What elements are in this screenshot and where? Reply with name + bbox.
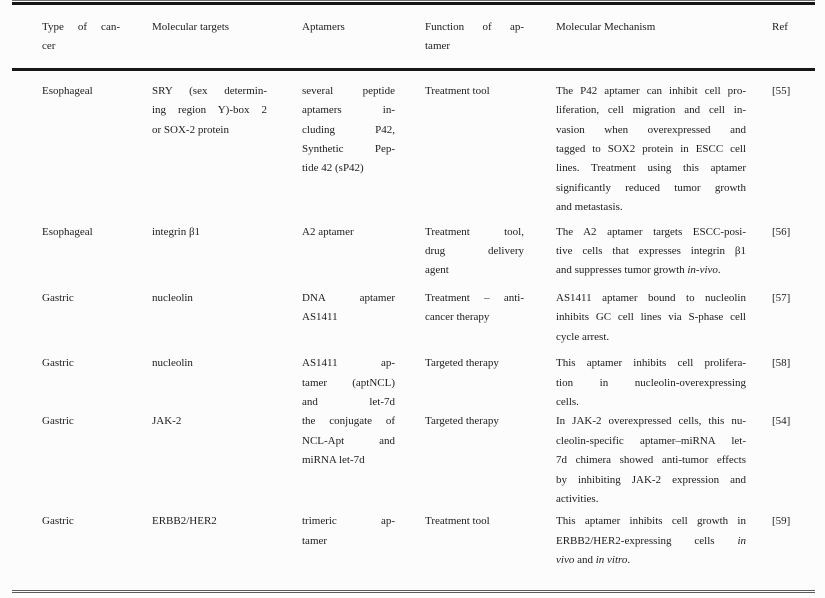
cell-function <box>425 412 556 512</box>
text-line: AS1411 <box>302 311 338 324</box>
text-line: [55] <box>772 84 791 97</box>
table-row <box>12 412 815 512</box>
cell-function <box>425 512 556 589</box>
bottom-border-lower-line <box>12 592 815 593</box>
table-row <box>12 354 815 412</box>
cell-mechanism <box>556 69 772 222</box>
text-line: ERBB2/HER2-expressing cells in <box>556 534 746 547</box>
text-line: several peptide <box>302 84 395 97</box>
text-line: Esophageal <box>42 225 93 238</box>
text-line: Aptamers <box>302 21 345 33</box>
text-line: AS1411 aptamer bound to nucleolin <box>556 291 746 304</box>
cell-cancer_type <box>12 412 152 512</box>
text-line: [58] <box>772 357 791 370</box>
text-line: Function of ap- <box>425 21 524 33</box>
cell-function <box>425 223 556 289</box>
cell-ref <box>772 512 815 589</box>
aptamer-table-container <box>12 0 815 593</box>
text-line: and suppresses tumor growth in-vivo. <box>556 264 721 277</box>
cell-molecular_targets <box>152 289 302 354</box>
text-line: Treatment tool <box>425 515 490 528</box>
table-row <box>12 289 815 354</box>
text-line: activities. <box>556 492 599 505</box>
text-line: and metastasis. <box>556 201 623 214</box>
text-line: aptamers in- <box>302 104 395 117</box>
header-row <box>12 5 815 69</box>
text-line: Targeted therapy <box>425 415 499 428</box>
text-line: or SOX-2 protein <box>152 123 229 136</box>
text-line: miRNA let-7d <box>302 454 365 467</box>
aptamer-cancer-table <box>12 5 815 590</box>
col-header-mechanism <box>556 5 772 69</box>
text-line: nucleolin <box>152 291 193 304</box>
text-line: Ref <box>772 21 788 33</box>
cell-molecular_targets <box>152 223 302 289</box>
col-header-cancer_type <box>12 5 152 69</box>
text-line: NCL-Apt and <box>302 434 395 447</box>
cell-ref <box>772 223 815 289</box>
text-line: cycle arrest. <box>556 330 610 343</box>
cell-ref <box>772 412 815 512</box>
text-line: trimeric ap- <box>302 515 395 528</box>
text-line: Treatment tool <box>425 84 490 97</box>
cell-aptamers <box>302 512 425 589</box>
text-line: cells. <box>556 395 579 408</box>
table-body <box>12 69 815 589</box>
text-line: Gastric <box>42 291 74 304</box>
text-line: The P42 aptamer can inhibit cell pro- <box>556 84 746 97</box>
table-bottom-border <box>12 590 815 593</box>
text-line: cer <box>42 40 56 53</box>
text-line: tamer <box>425 40 451 53</box>
text-line: Treatment – anti- <box>425 291 524 304</box>
text-line: and let-7d <box>302 395 395 408</box>
text-line: Gastric <box>42 357 74 370</box>
text-line: In JAK-2 overexpressed cells, this nu- <box>556 415 746 428</box>
text-line: A2 aptamer <box>302 225 354 238</box>
text-line: [57] <box>772 291 791 304</box>
cell-cancer_type <box>12 289 152 354</box>
text-line: [54] <box>772 415 791 428</box>
text-line: significantly reduced tumor growth <box>556 181 746 194</box>
text-line: nucleolin <box>152 357 193 370</box>
text-line: JAK-2 <box>152 415 182 428</box>
cell-cancer_type <box>12 223 152 289</box>
text-line: [56] <box>772 225 791 238</box>
table-row <box>12 69 815 222</box>
text-line: inhibits GC cell lines via S-phase cell <box>556 311 746 324</box>
text-line: vivo and in vitro. <box>556 554 631 567</box>
text-line: Gastric <box>42 515 74 528</box>
text-line: cluding P42, <box>302 123 395 136</box>
text-line: integrin β1 <box>152 225 201 238</box>
text-line: tagged to SOX2 protein in ESCC cell <box>556 143 746 156</box>
cell-cancer_type <box>12 354 152 412</box>
cell-function <box>425 289 556 354</box>
text-line: tamer <box>302 534 328 547</box>
cell-mechanism <box>556 512 772 589</box>
cell-molecular_targets <box>152 412 302 512</box>
text-line: lines. Treatment using this aptamer <box>556 162 746 175</box>
cell-ref <box>772 354 815 412</box>
cell-mechanism <box>556 289 772 354</box>
text-line: This aptamer inhibits cell growth in <box>556 515 746 528</box>
cell-aptamers <box>302 223 425 289</box>
text-line: ing region Y)-box 2 <box>152 104 267 117</box>
cell-mechanism <box>556 412 772 512</box>
cell-cancer_type <box>12 512 152 589</box>
text-line: tide 42 (sP42) <box>302 162 364 175</box>
cell-function <box>425 69 556 222</box>
col-header-ref <box>772 5 815 69</box>
text-line: This aptamer inhibits cell prolifera- <box>556 357 746 370</box>
text-line: Type of can- <box>42 21 120 33</box>
col-header-function <box>425 5 556 69</box>
text-line: Molecular Mechanism <box>556 21 656 33</box>
text-line: the conjugate of <box>302 415 395 428</box>
col-header-aptamers <box>302 5 425 69</box>
text-line: cancer therapy <box>425 311 490 324</box>
text-line: liferation, cell migration and cell in- <box>556 104 746 117</box>
text-line: Molecular targets <box>152 21 230 33</box>
cell-molecular_targets <box>152 354 302 412</box>
text-line: Esophageal <box>42 84 93 97</box>
text-line: [59] <box>772 515 791 528</box>
table-row <box>12 223 815 289</box>
text-line: ERBB2/HER2 <box>152 515 217 528</box>
table-header <box>12 5 815 69</box>
text-line: 7d chimera showed anti-tumor effects <box>556 454 746 467</box>
cell-cancer_type <box>12 69 152 222</box>
text-line: Synthetic Pep- <box>302 143 395 156</box>
cell-ref <box>772 69 815 222</box>
text-line: tive cells that expresses integrin β1 <box>556 245 746 258</box>
cell-ref <box>772 289 815 354</box>
text-line: DNA aptamer <box>302 291 395 304</box>
text-line: Gastric <box>42 415 74 428</box>
cell-molecular_targets <box>152 512 302 589</box>
table-row <box>12 512 815 589</box>
text-line: AS1411 ap- <box>302 357 395 370</box>
cell-mechanism <box>556 223 772 289</box>
cell-aptamers <box>302 289 425 354</box>
text-line: tion in nucleolin-overexpressing <box>556 376 746 389</box>
text-line: by inhibiting JAK-2 expression and <box>556 473 746 486</box>
cell-aptamers <box>302 412 425 512</box>
text-line: vasion when overexpressed and <box>556 123 746 136</box>
cell-molecular_targets <box>152 69 302 222</box>
text-line: agent <box>425 264 449 277</box>
text-line: SRY (sex determin- <box>152 84 267 97</box>
text-line: drug delivery <box>425 245 524 258</box>
cell-aptamers <box>302 354 425 412</box>
cell-aptamers <box>302 69 425 222</box>
cell-function <box>425 354 556 412</box>
col-header-molecular_targets <box>152 5 302 69</box>
text-line: tamer (aptNCL) <box>302 376 395 389</box>
text-line: Targeted therapy <box>425 357 499 370</box>
text-line: cleolin-specific aptamer–miRNA let- <box>556 434 746 447</box>
cell-mechanism <box>556 354 772 412</box>
text-line: The A2 aptamer targets ESCC-posi- <box>556 225 746 238</box>
text-line: Treatment tool, <box>425 225 524 238</box>
